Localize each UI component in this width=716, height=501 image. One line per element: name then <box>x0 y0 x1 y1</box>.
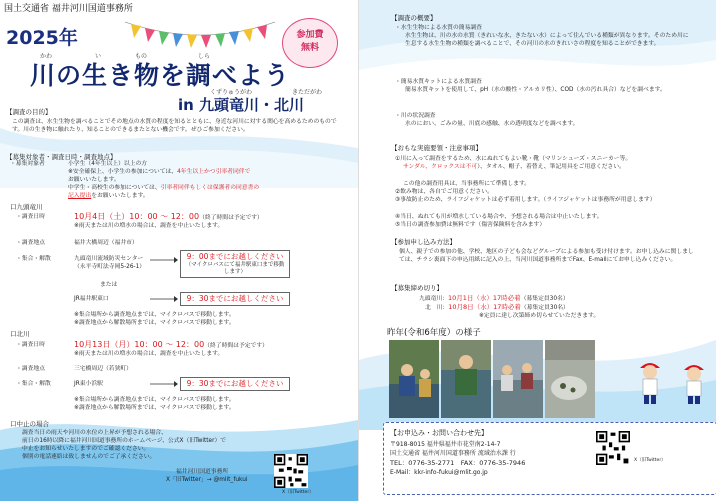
arrow-right-icon <box>150 295 178 303</box>
overview-item-2: 水生生物は、川の水の水質（きれいな水、きたない水）によって住んでいる種類が異なります。そのため川に生息する水生生物の種類を調べることで、その河川の水のきれいさの程度を知ることができます。 <box>405 33 689 48</box>
notes-line-1: ①川に入って調査をするため、水にぬれてもよい靴・靴（マリンシューズ・スニーカー等。 <box>395 156 632 162</box>
free-participation-badge <box>282 18 338 68</box>
kuzuryu-meet-time: 9：00までにお越しください <box>186 252 284 261</box>
survey-photo-3 <box>493 340 543 418</box>
arrow-right-icon <box>150 380 178 388</box>
kuzuryu-bus-note-1: ※集合場所から調査地点までは、マイクロバスで移動します。 <box>74 312 235 318</box>
footer-org: 福井河川国道事務所 <box>176 469 229 475</box>
overview-item-1: ・水生生物による水質の簡易調査 <box>395 25 482 31</box>
kuzuryu-meet-address: （永平寺町法寺岡5-26-1） <box>74 264 146 270</box>
arrow-right-icon <box>150 256 178 264</box>
kitagawa-place-label: ・調査地点 <box>16 366 45 372</box>
contact-postal: 〒918-8015 福井県福井市花堂南2-14-7 <box>390 441 501 448</box>
footer-x-account[interactable]: X「旧Twitter」→ @mlit_fukui <box>166 477 248 483</box>
kuzuryu-meet-time-box <box>180 250 290 278</box>
notes-line-3: この他の調査用具は、当事務所にて準備します。 <box>403 181 531 187</box>
overview-item-3: ・簡易水質キットによる水質調査 <box>395 79 482 85</box>
kuzuryu-heading: 口九頭竜川 <box>10 203 43 211</box>
qr-code-icon[interactable] <box>596 431 630 465</box>
notes-line-5: ③事故防止のため、ライフジャケットは必ず着用します。（ライフジャケットは事務所が用意します） <box>395 197 656 203</box>
notes-heading: 【おもな実施要領・注意事項】 <box>391 144 482 152</box>
cancel-text-3: 中止をお知らせいたしますのでご確認ください。 <box>22 446 150 452</box>
main-title: 川の生き物を調べよう <box>30 61 291 90</box>
subtitle-ruby-kuzuryu: くずりゅうがわ <box>210 89 253 96</box>
cancel-text-1: 調査当日の雨天や河川の水位の上昇が予想される場合、 <box>22 430 167 436</box>
title-ruby-mono: もの <box>135 53 148 60</box>
badge-line-1: 参加費 <box>296 30 324 40</box>
overview-item-6: 水のにおい、ごみの量、川底の感触、水の透明度などを調べます。 <box>405 121 579 127</box>
kitagawa-bus-note-1: ※集合場所から調査地点までは、マイクロバスで移動します。 <box>74 397 235 403</box>
qr-code-icon[interactable] <box>274 454 308 488</box>
survey-photo-2 <box>441 340 491 418</box>
contact-email[interactable]: E-Mail：kkr-info-fukui@mlit.go.jp <box>390 469 488 476</box>
kuzuryu-meet-place: 九頭竜川流域防災センター <box>74 256 144 262</box>
last-year-heading: 昨年(令和6年度）の様子 <box>387 328 481 338</box>
kitagawa-bus-note-2: ※調査地点から解散場所までは、マイクロバスで移動します。 <box>74 405 235 411</box>
bunting-flags-icon <box>125 18 275 58</box>
title-ruby-kawa: かわ <box>40 53 53 60</box>
kuzuryu-or: または <box>100 282 118 288</box>
target-line-2: ※安全確保上、小学生の参加については、4年生以上かつ引率者同伴で <box>68 169 251 175</box>
subtitle-location: in 九頭竜川・北川 <box>178 96 305 114</box>
event-year: 2025年 <box>6 27 78 49</box>
kitagawa-heading: 口北川 <box>10 330 30 338</box>
target-label: ・募集対象者 <box>10 161 45 167</box>
subtitle-ruby-kitada: きただがわ <box>292 89 323 96</box>
kuzuryu-station-time-box <box>180 292 290 306</box>
flyer-back-page <box>358 0 716 501</box>
overview-item-4: 簡易水質キットを使用して、pH（水の酸性・アルカリ性）、COD（水の汚れ具合）などを調べます。 <box>405 87 666 93</box>
kuzuryu-place-label: ・調査地点 <box>16 240 45 246</box>
notes-line-7: ⑤当日の調査参加費は無料です（傷害保険料を含みます） <box>395 222 546 228</box>
target-line-1: 小学生（4年生以上）以上の方 <box>68 161 148 167</box>
recruit-heading: 【募集対象者・調査日時・調査地点】 <box>6 153 117 161</box>
kuzuryu-meet-time-note: （マイクロバスにて福井駅東口まで移動します） <box>185 261 285 275</box>
deadline-heading: 【募集締め切り】 <box>391 284 443 292</box>
survey-photo-4 <box>545 340 595 418</box>
kitagawa-date: 10月13日（月）10：00 ～ 12：00（終了時間は予定です） <box>74 340 268 349</box>
notes-line-4: ②飲み物は、各自でご用意ください。 <box>395 189 493 195</box>
kitagawa-station-time-box <box>180 377 290 391</box>
target-line-3: お願いいたします。 <box>68 177 120 183</box>
cancel-text-2: 前日の16時以降に福井河川国道事務所のホームページ、公式X（旧Twitter）で <box>22 438 227 444</box>
title-ruby-i: い <box>95 53 102 60</box>
kitagawa-date-label: ・調査日時 <box>16 342 45 348</box>
cancel-heading: 口中止の場合 <box>10 420 49 428</box>
target-line-4: 中学生・高校生の参加については、引率者同伴もしくは保護者の同意書の <box>68 185 260 191</box>
apply-text: 個人、親子での参加の他、学校、地区の子ども会などグループによる参加も受け付けます。お申し込みに関しましては、チラシ裏面下の申込用紙に記入の上、当河川国道事務所までFax、E-mailにてお申し込みください。 <box>399 249 694 264</box>
kitagawa-rain-note: ※雨天または川の増水の場合は、調査を中止いたします。 <box>74 351 224 357</box>
kitagawa-meet-label: ・集合・解散 <box>16 381 51 387</box>
badge-line-2: 無料 <box>300 42 319 53</box>
deadline-kitagawa: 北 川：10月8日（水）17時必着（募集定員30名） <box>425 303 569 311</box>
overview-item-5: ・川の状況調査 <box>395 113 436 119</box>
kuzuryu-station-time: 9：30までにお越しください <box>186 294 284 303</box>
target-line-5: 記入提出をお願いいたします。 <box>68 193 149 199</box>
contact-org: 国土交通省 福井河川国道事務所 流域治水課 行 <box>390 450 516 457</box>
qr-caption: X（旧Twitter） <box>282 490 314 495</box>
last-year-photos <box>389 340 594 418</box>
kitagawa-place: 三宅橋周辺（若狭町） <box>74 366 132 372</box>
contact-heading: 【お申込み・お問い合わせ先】 <box>390 429 488 437</box>
kuzuryu-place: 福井大橋周辺（福井市） <box>74 240 138 246</box>
organization-name: 国土交通省 福井河川国道事務所 <box>4 4 133 14</box>
contact-qr-caption: X（旧Twitter） <box>634 458 666 463</box>
title-ruby-shira: しら <box>198 53 211 60</box>
children-illustration-icon <box>634 352 714 412</box>
contact-tel-fax[interactable]: TEL：0776-35-2771 FAX：0776-35-7946 <box>390 459 526 467</box>
contact-box <box>383 422 716 495</box>
kuzuryu-date-label: ・調査日時 <box>16 214 45 220</box>
kuzuryu-bus-note-2: ※調査地点から解散場所までは、マイクロバスで移動します。 <box>74 320 235 326</box>
kuzuryu-meet-label: ・集合・解散 <box>16 256 51 262</box>
kuzuryu-station: JR福井駅東口 <box>74 296 109 302</box>
apply-heading: 【参加申し込み方法】 <box>391 238 456 246</box>
survey-photo-1 <box>389 340 439 418</box>
deadline-full-note: ※定員に達し次第締め切らせていただきます。 <box>479 313 600 319</box>
kuzuryu-rain-note: ※雨天または川の増水の場合は、調査を中止いたします。 <box>74 223 224 229</box>
overview-heading: 【調査の概要】 <box>391 14 437 22</box>
kitagawa-station: JR東小浜駅 <box>74 381 103 387</box>
kitagawa-station-time: 9：30までにお越しください <box>186 379 284 388</box>
kuzuryu-date: 10月4日（土）10：00 ～ 12：00（終了時間は予定です） <box>74 212 263 221</box>
purpose-text: この調査は、水生生物を調べることでその地点の水質の程度を知るとともに、身近な河川に対する関心を高めるためのものです。川の生き物に触れたり、知ることのできるまたとない機会です。ぜひご参加ください。 <box>12 119 337 134</box>
cancel-text-4: 個別の電話連絡は致しませんのでご了承ください。 <box>22 454 156 460</box>
notes-line-2: サンダル、クロックスは不可）、タオル、帽子、着替え、筆記用具をご用意ください。 <box>403 164 625 170</box>
purpose-heading: 【調査の目的】 <box>6 108 52 116</box>
notes-line-6: ④当日、ぬれても川が増水している場合や、予想される場合は中止いたします。 <box>395 214 603 220</box>
deadline-kuzuryu: 九頭竜川：10月1日（水）17時必着（募集定員30名） <box>419 294 569 302</box>
